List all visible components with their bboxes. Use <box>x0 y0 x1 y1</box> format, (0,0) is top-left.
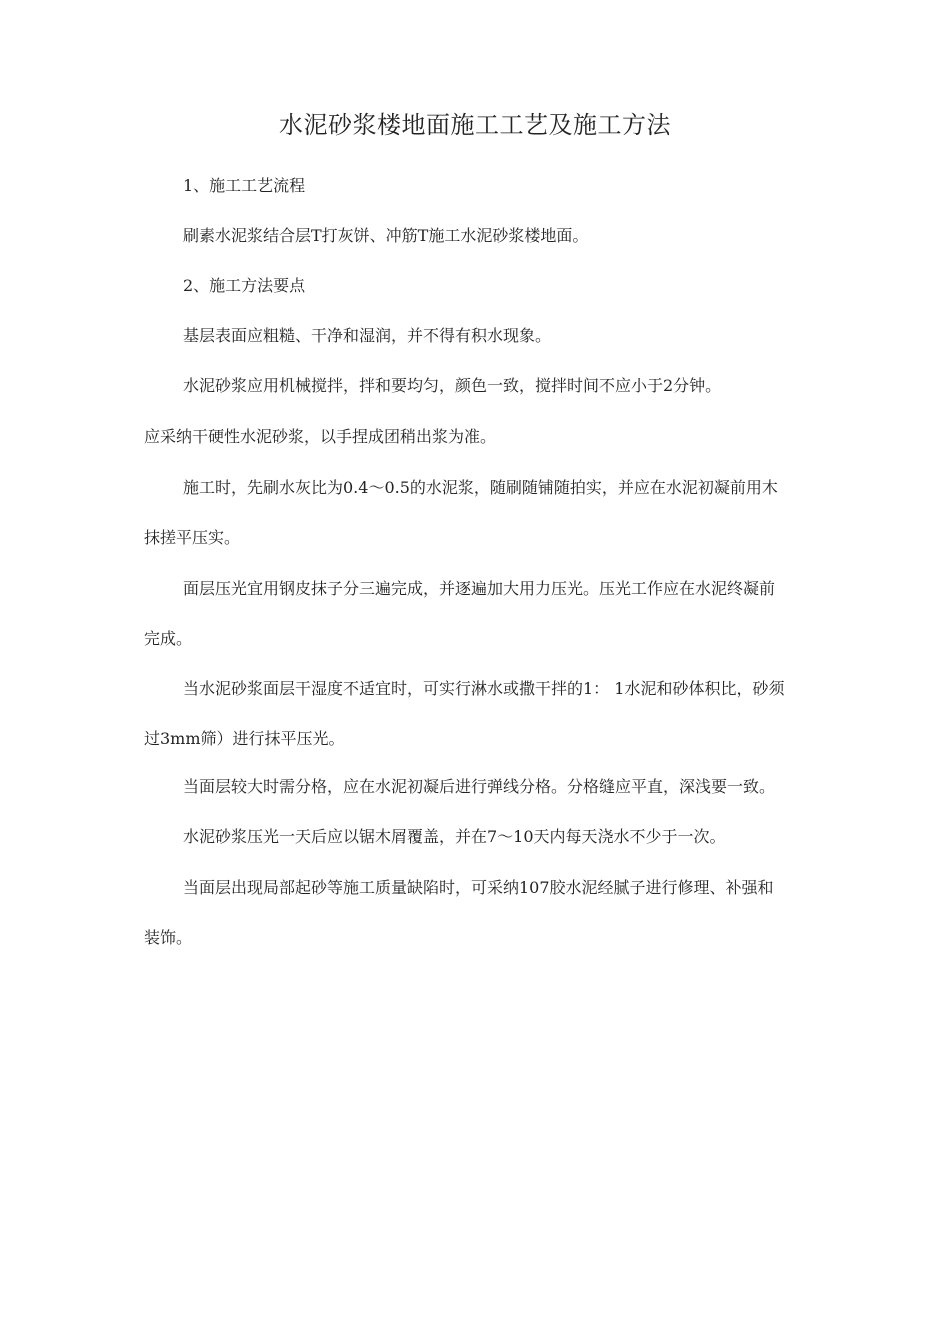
paragraph-division: 当面层较大时需分格，应在水泥初凝后进行弹线分格。分格缝应平直，深浅要一致。 <box>183 777 776 796</box>
paragraph-construction-line2: 抹搓平压实。 <box>144 528 241 547</box>
paragraph-construction-line1: 施工时，先刷水灰比为0.4〜0.5的水泥浆，随刷随铺随拍实，并应在水泥初凝前用木 <box>183 478 778 497</box>
paragraph-polishing-line1: 面层压光宜用钢皮抹子分三遍完成，并逐遍加大用力压光。压光工作应在水泥终凝前 <box>183 579 776 598</box>
paragraph-mixing: 水泥砂浆应用机械搅拌，拌和要均匀，颜色一致，搅拌时间不应小于2分钟。 <box>183 376 722 395</box>
paragraph-process-flow: 刷素水泥浆结合层T打灰饼、冲筋T施工水泥砂浆楼地面。 <box>183 226 589 245</box>
paragraph-dry-mortar: 应采纳干硬性水泥砂浆，以手捏成团稍出浆为准。 <box>144 427 497 446</box>
paragraph-polishing-line2: 完成。 <box>144 629 193 648</box>
paragraph-repair-line1: 当面层出现局部起砂等施工质量缺陷时，可采纳107胶水泥经腻子进行修理、补强和 <box>183 878 774 897</box>
section-heading-process: 1、施工工艺流程 <box>183 176 306 195</box>
paragraph-repair-line2: 装饰。 <box>144 928 193 947</box>
paragraph-base-surface: 基层表面应粗糙、干净和湿润，并不得有积水现象。 <box>183 326 552 345</box>
paragraph-curing: 水泥砂浆压光一天后应以锯木屑覆盖，并在7〜10天内每天浇水不少于一次。 <box>183 827 726 846</box>
paragraph-humidity-line2: 过3mm筛）进行抹平压光。 <box>144 729 345 748</box>
paragraph-humidity-line1: 当水泥砂浆面层干湿度不适宜时，可实行淋水或撒干拌的1： 1水泥和砂体积比，砂须 <box>183 679 785 698</box>
document-title: 水泥砂浆楼地面施工工艺及施工方法 <box>279 111 671 139</box>
section-heading-method: 2、施工方法要点 <box>183 276 306 295</box>
